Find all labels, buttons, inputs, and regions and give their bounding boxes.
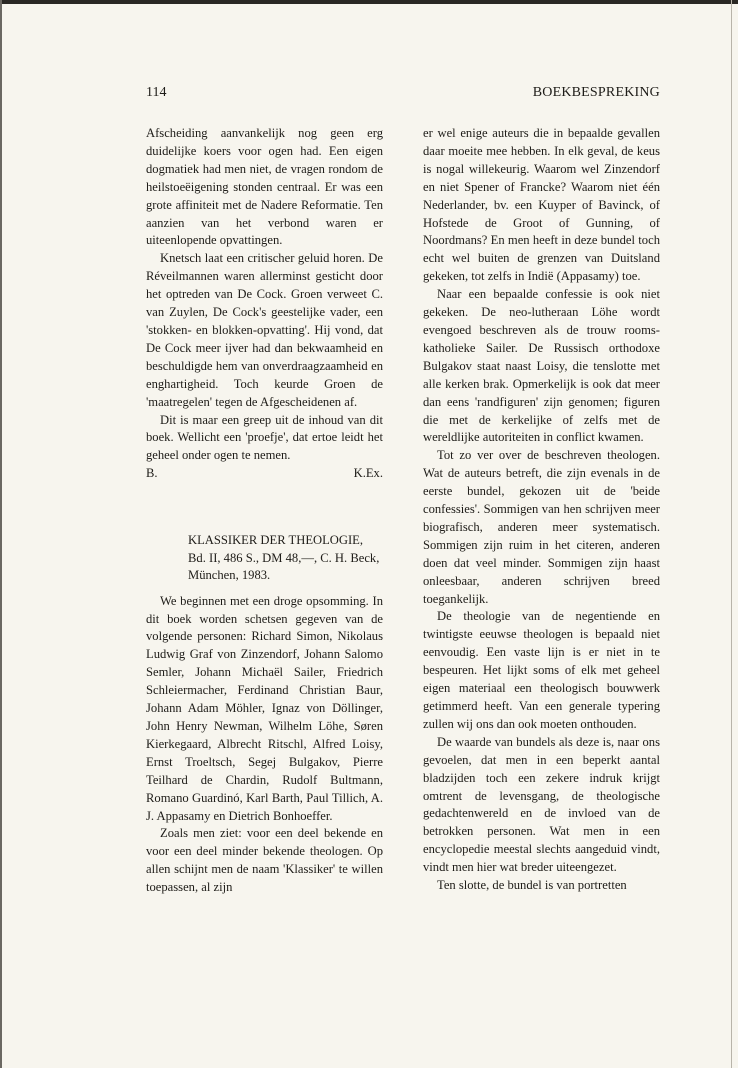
paragraph: Zoals men ziet: voor een deel bekende en voor een deel minder bekende theologen. Op allen schijnt men de naam 'Klassiker' te willen toepassen, al zijn (146, 826, 383, 895)
right-column (423, 125, 660, 895)
paragraph: Dit is maar een greep uit de inhoud van dit boek. Wellicht een 'proefje', dat ertoe leidt het geheel onder ogen te nemen. (146, 412, 383, 463)
scan-top-border (0, 0, 738, 4)
paragraph: De waarde van bundels als deze is, naar ons gevoelen, dat men in een beperkt aantal bladzijden toch een zekere indruk krijgt omtrent de levensgang, de theologische gedachtenwereld en de invloed van de betrokken personen. Wat men in een encyclopedie meestal slechts aangeduid vindt, vindt men hier wat breder uiteengezet. (423, 734, 660, 875)
scan-right-edge (731, 0, 732, 1068)
left-column (146, 125, 383, 897)
signature-initial: B. (146, 466, 158, 481)
review-heading: KLASSIKER DER THEOLOGIE, Bd. II, 486 S., DM 48,—, C. H. Beck, München, 1983. (188, 533, 380, 583)
page-header (146, 85, 660, 105)
review-signature (146, 465, 383, 483)
running-head: BOEKBESPREKING (532, 85, 660, 100)
scan-left-edge (0, 0, 2, 1068)
page-number: 114 (146, 85, 167, 100)
paragraph: er wel enige auteurs die in bepaalde gevallen daar moeite mee hebben. In elk geval, de keus is nogal willekeurig. Waarom wel Zinzendorf en niet Spener of Francke? Waarom niet één Nederlander, bv. een Kuyper of Bavinck, of Hofstede de Groot of Gunning, of Noordmans? En men heeft in deze bundel toch echt wel buiten de grenzen van Duitsland gekeken, tot zelfs in Indië (Appasamy) toe. (423, 126, 660, 284)
signature-author: K.Ex. (353, 466, 383, 481)
paragraph: Knetsch laat een critischer geluid horen. De Réveilmannen waren allerminst gesticht door het optreden van De Cock. Groen verweet C. van Zuylen, De Cock's geestelijke vader, een 'stokken- en blokken-opvatting'. Hij vond, dat De Cock meer ijver had dan bekwaamheid en beschuldigde hem van onverdraagzaamheid en enghartigheid. Toch keurde Groen de 'maatregelen' tegen de Afgescheidenen af. (146, 251, 383, 409)
paragraph: Tot zo ver over de beschreven theologen. Wat de auteurs betreft, die zijn evenals in de eerste bundel, gekozen uit de 'beide confessies'. Sommigen van hen schrijven meer biografisch, anderen meer systematisch. Sommigen zijn ruim in het citeren, anderen doen dat veel minder. Sommigen zijn haast onleesbaar, anderen schrijven breed toegankelijk. (423, 448, 660, 606)
paragraph: De theologie van de negentiende en twintigste eeuwse theologen is bepaald niet eenvoudig. Een vaste lijn is er niet in te bespeuren. Het lijkt soms of elk met geheel eigen materiaal een theologisch bouwwerk getimmerd heeft. Van een generale typering zullen wij ons dan ook moeten onthouden. (423, 609, 660, 731)
paragraph: Ten slotte, de bundel is van portretten (437, 878, 627, 893)
paragraph: Afscheiding aanvankelijk nog geen erg duidelijke koers voor ogen had. Een eigen dogmatiek had men niet, de vragen rondom de heilstoeëigening stonden centraal. Er was een grote affiniteit met de Nadere Reformatie. Ten aanzien van het verbond waren er uiteenlopende opvattingen. (146, 126, 383, 248)
paragraph: Naar een bepaalde confessie is ook niet gekeken. De neo-lutheraan Löhe wordt evengoed beschreven als de trouw rooms-katholieke Sailer. De Russisch orthodoxe Bulgakov staat naast Loisy, die tenslotte met alle kerken brak. Opmerkelijk is ook dat meer dan eens 'randfiguren' zijn genomen; figuren die met de kerkelijke of zelfs met de wereldlijke autoriteiten in conflict kwamen. (423, 287, 660, 445)
paragraph: We beginnen met een droge opsomming. In dit boek worden schetsen gegeven van de volgende personen: Richard Simon, Nikolaus Ludwig Graf von Zinzendorf, Johann Salomo Semler, Johann Michaël Sailer, Friedrich Schleiermacher, Ferdinand Christian Baur, Johann Adam Möhler, Ignaz von Döllinger, John Henry Newman, Wilhelm Löhe, Søren Kierkegaard, Albrecht Ritschl, Alfred Loisy, Ernst Troeltsch, Segej Bulgakov, Pierre Teilhard de Chardin, Rudolf Bultmann, Romano Guardinó, Karl Barth, Paul Tillich, A. J. Appasamy en Dietrich Bonhoeffer. (146, 593, 383, 823)
